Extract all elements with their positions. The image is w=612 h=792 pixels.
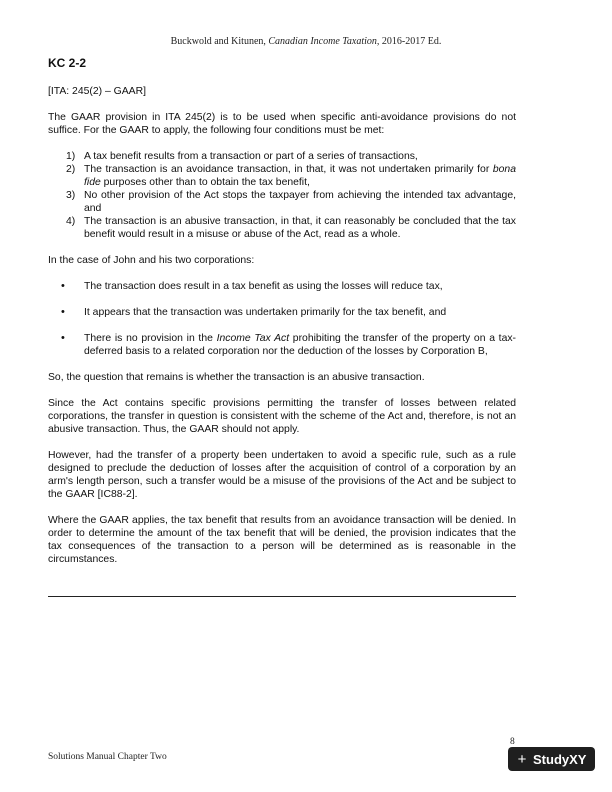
- case-intro: In the case of John and his two corporations:: [48, 255, 255, 266]
- bullet-text: prohibiting the transfer of the property on a tax-deferred basis to a related corporation nor the deduction of the losses by Corporation B,: [84, 333, 517, 357]
- section-title: KC 2-2: [48, 56, 87, 70]
- page-number: 8: [510, 737, 515, 747]
- list-text-italic: bona fide: [84, 164, 516, 188]
- intro-paragraph: The GAAR provision in ITA 245(2) is to be used when specific anti-avoidance provisions do not suffice. For the GAAR to apply, the following four conditions must be met:: [48, 112, 516, 136]
- list-number: 3): [66, 190, 76, 201]
- list-number: 2): [66, 164, 76, 175]
- plus-icon: +: [517, 750, 527, 768]
- bullet-icon: •: [61, 280, 65, 292]
- list-text: The transaction is an abusive transaction, in that, it can reasonably be concluded that the tax benefit would result in a misuse or abuse of the Act, read as a whole.: [84, 216, 516, 240]
- list-text: No other provision of the Act stops the taxpayer from achieving the intended tax advantage, and: [84, 190, 516, 214]
- body-paragraph: However, had the transfer of a property been undertaken to avoid a specific rule, such as a rule designed to preclude the deduction of losses after the acquisition of control of a corporation by an arm's length person, such a transfer would be a misuse of the provisions of the Act and be subject to the GAAR [IC88-2].: [48, 450, 516, 500]
- list-text: A tax benefit results from a transaction or part of a series of transactions,: [84, 151, 418, 162]
- bullet-text: The transaction does result in a tax benefit as using the losses will reduce tax,: [84, 281, 443, 292]
- bullet-item: [48, 332, 516, 358]
- running-header: [0, 36, 612, 47]
- bullet-text: It appears that the transaction was undertaken primarily for the tax benefit, and: [84, 307, 447, 318]
- document-body: [48, 57, 516, 579]
- list-item: [48, 189, 516, 215]
- studyxy-logo[interactable]: [508, 747, 595, 771]
- header-book-title: Canadian Income Taxation,: [268, 36, 380, 47]
- bullet-text: There is no provision in the: [84, 333, 217, 344]
- body-paragraph: So, the question that remains is whether the transaction is an abusive transaction.: [48, 372, 425, 383]
- body-paragraph: Since the Act contains specific provisions permitting the transfer of losses between related corporations, the transfer in question is consistent with the scheme of the Act and, therefore, is not an abusive transaction. Thus, the GAAR should not apply.: [48, 398, 516, 435]
- list-text: purposes other than to obtain the tax benefit,: [100, 177, 310, 188]
- bullet-text-italic: Income Tax Act: [216, 333, 290, 344]
- list-number: 1): [66, 151, 76, 162]
- header-edition: 2016-2017 Ed.: [379, 36, 442, 47]
- list-text: The transaction is an avoidance transaction, in that, it was not undertaken primarily for: [84, 164, 493, 175]
- bullet-icon: •: [61, 332, 65, 344]
- list-item: [48, 215, 516, 241]
- list-item: [48, 163, 516, 189]
- list-item: [48, 150, 516, 163]
- section-reference: [ITA: 245(2) – GAAR]: [48, 86, 146, 97]
- section-divider: [48, 596, 516, 597]
- bullet-item: [48, 280, 516, 293]
- footer-chapter: Solutions Manual Chapter Two: [48, 752, 167, 762]
- list-number: 4): [66, 216, 76, 227]
- header-authors: Buckwold and Kitunen,: [170, 36, 269, 47]
- bullet-item: [48, 306, 516, 319]
- bullet-icon: •: [61, 306, 65, 318]
- logo-text: StudyXY: [533, 751, 587, 767]
- body-paragraph: Where the GAAR applies, the tax benefit that results from an avoidance transaction will be denied. In order to determine the amount of the tax benefit that will be denied, the provision indicates that the tax consequences of the transaction to a person will be determined as is reasonable in the circumstances.: [48, 515, 516, 565]
- case-bullets: [48, 280, 516, 358]
- conditions-list: [48, 150, 516, 241]
